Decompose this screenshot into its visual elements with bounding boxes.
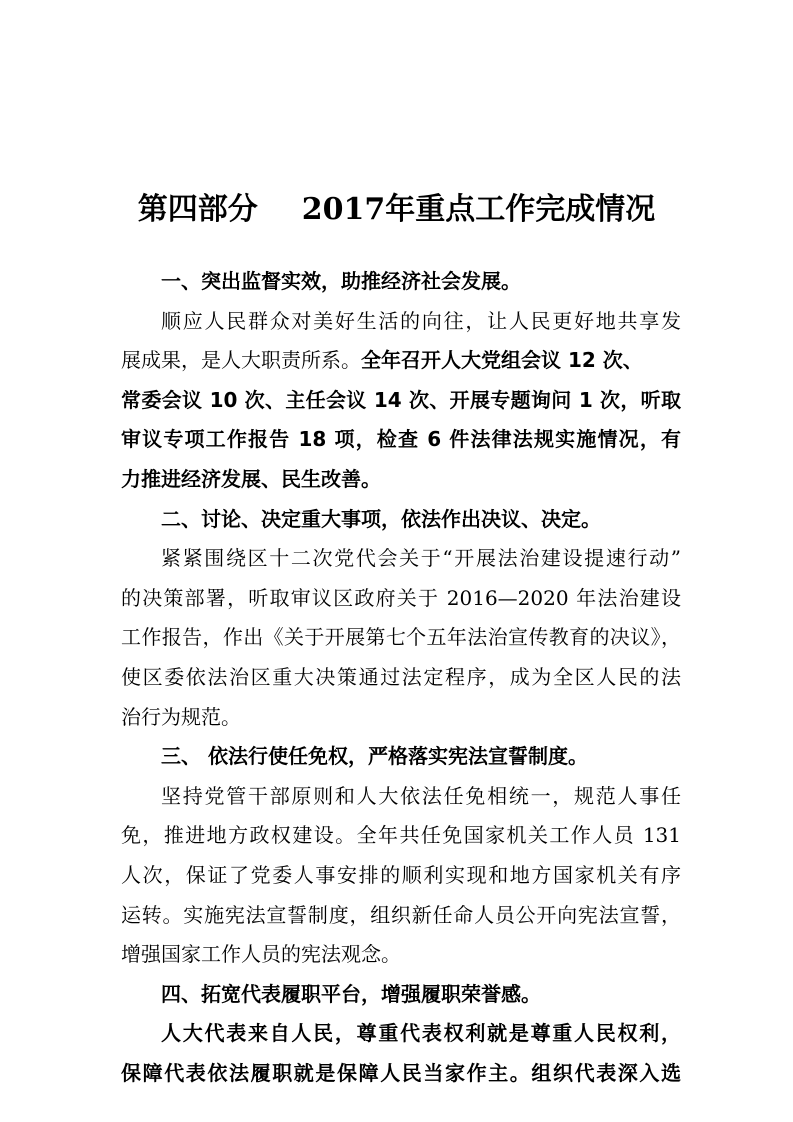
paragraph-line: 紧紧围绕区十二次党代会关于“开展法治建设提速行动”: [161, 546, 681, 571]
paragraph-line: 治行为规范。: [121, 704, 241, 729]
section-heading-2: 二、讨论、决定重大事项，依法作出决议、决定。: [161, 506, 601, 531]
page-title: [0, 188, 793, 232]
paragraph-line: 人大代表来自人民，尊重代表权利就是尊重人民权利，: [161, 1021, 681, 1046]
title-part: 第四部分: [137, 192, 258, 227]
section-heading-4: 四、拓宽代表履职平台，增强履职荣誉感。: [161, 981, 541, 1006]
paragraph-line: 顺应人民群众对美好生活的向往，让人民更好地共享发: [161, 308, 681, 333]
section-heading-1: 一、突出监督实效，助推经济社会发展。: [161, 269, 521, 293]
document-body: [121, 262, 681, 1093]
paragraph-line: 的决策部署，听取审议区政府关于 2016—2020 年法治建设: [121, 585, 681, 610]
paragraph-line: 工作报告，作出《关于开展第七个五年法治宣传教育的决议》，: [121, 625, 681, 650]
title-text: 2017年重点工作完成情况: [301, 192, 656, 227]
paragraph-line: 力推进经济发展、民生改善。: [121, 466, 381, 491]
paragraph-line: 运转。实施宪法宣誓制度，组织新任命人员公开向宪法宣誓，: [121, 902, 681, 927]
paragraph-line: [121, 341, 681, 381]
paragraph-line: 增强国家工作人员的宪法观念。: [121, 942, 401, 967]
paragraph-fragment: 展成果，是人大职责所系。: [121, 348, 361, 373]
paragraph-line: 保障代表依法履职就是保障人民当家作主。组织代表深入选: [121, 1060, 681, 1085]
paragraph-line: 常委会议 10 次、主任会议 14 次、开展专题询问 1 次，听取: [121, 387, 681, 412]
paragraph-line: 审议专项工作报告 18 项，检查 6 件法律法规实施情况，有: [121, 427, 681, 452]
paragraph-line: 免，推进地方政权建设。全年共任免国家机关工作人员 131: [121, 823, 681, 848]
paragraph-line: 坚持党管干部原则和人大依法任免相统一，规范人事任: [161, 783, 681, 808]
paragraph-fragment-bold: 全年召开人大党组会议 12 次、: [361, 348, 643, 373]
paragraph-line: 人次，保证了党委人事安排的顺利实现和地方国家机关有序: [121, 862, 681, 887]
paragraph-line: 使区委依法治区重大决策通过法定程序，成为全区人民的法: [121, 664, 681, 689]
section-heading-3: 三、 依法行使任免权，严格落实宪法宣誓制度。: [161, 744, 588, 769]
